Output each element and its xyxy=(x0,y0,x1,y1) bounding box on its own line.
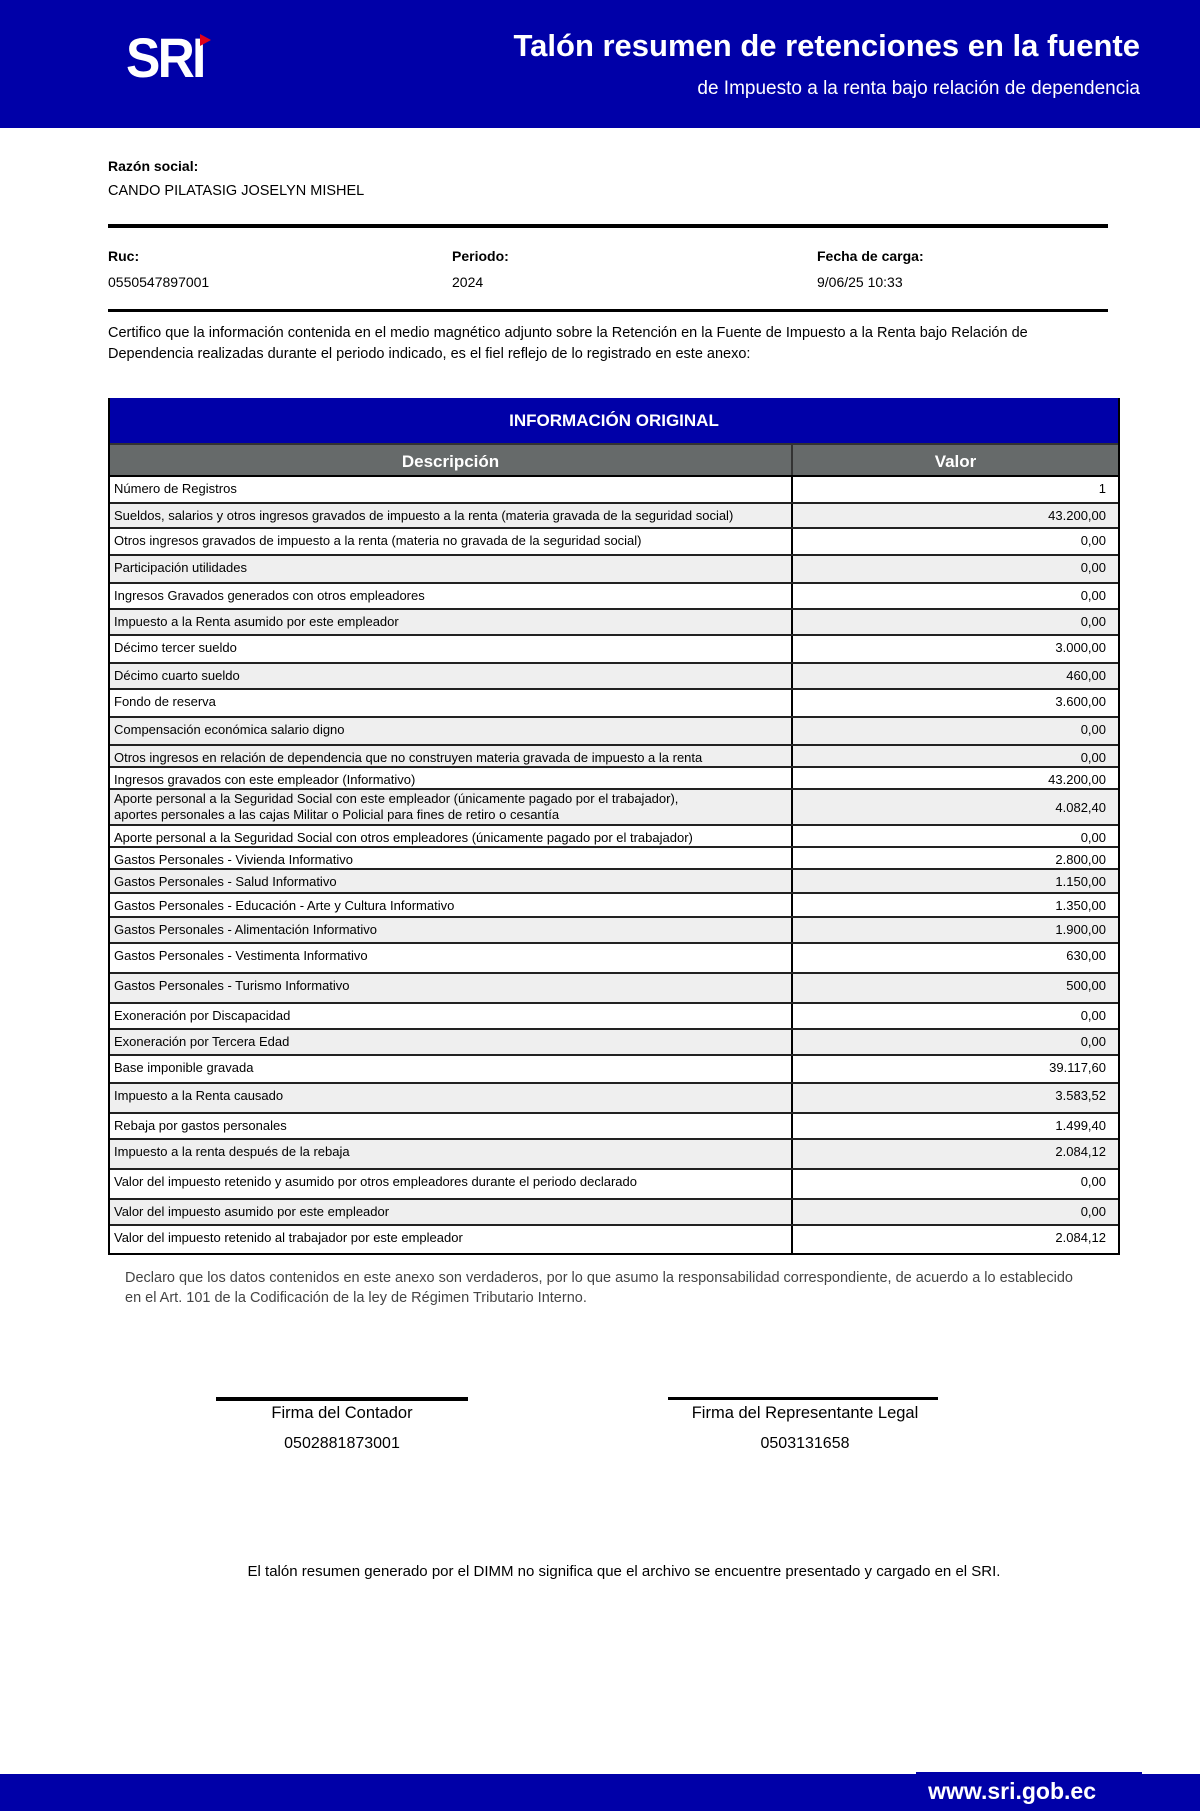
row-description xyxy=(110,556,793,582)
footer-tab xyxy=(916,1772,1142,1776)
representante-signature-line xyxy=(668,1397,938,1400)
row-description xyxy=(110,768,793,788)
column-header-descripcion: Descripción xyxy=(110,445,793,475)
row-description-text: Gastos Personales - Vivienda Informativo xyxy=(114,852,353,867)
row-description xyxy=(110,1226,793,1253)
row-description-text: Impuesto a la Renta causado xyxy=(114,1088,284,1103)
informacion-original-table xyxy=(108,398,1120,1255)
contador-signature-line xyxy=(216,1397,468,1401)
representante-id: 0503131658 xyxy=(760,1435,850,1452)
row-value: 3.600,00 xyxy=(1055,694,1106,709)
table-row xyxy=(110,746,1118,768)
row-value: 39.117,60 xyxy=(1049,1060,1106,1075)
row-description xyxy=(110,944,793,972)
representante-signature-label: Firma del Representante Legal xyxy=(691,1404,919,1422)
fecha-carga-value: 9/06/25 10:33 xyxy=(817,274,903,290)
row-description-text: Rebaja por gastos personales xyxy=(114,1118,287,1133)
table-row xyxy=(110,1226,1118,1253)
row-value: 0,00 xyxy=(1080,1204,1106,1219)
row-description-text: Décimo tercer sueldo xyxy=(114,640,237,655)
row-value: 0,00 xyxy=(1080,830,1106,845)
table-row xyxy=(110,848,1118,870)
certification-text: Certifico que la información contenida en el medio magnético adjunto sobre la Retención en la Fuente de Impuesto a la Renta bajo Relación de Dependencia realizadas durante el periodo indicado, es el fiel reflejo de lo registrado en este anexo: xyxy=(108,325,1028,362)
row-description-text: Exoneración por Discapacidad xyxy=(114,1008,291,1023)
row-description xyxy=(110,1004,793,1028)
row-value: 0,00 xyxy=(1080,614,1106,629)
row-description-text: Otros ingresos gravados de impuesto a la renta (materia no gravada de la seguridad social) xyxy=(114,533,642,548)
row-description-text: Impuesto a la renta después de la rebaja xyxy=(114,1144,350,1159)
table-row xyxy=(110,790,1118,826)
table-row xyxy=(110,1170,1118,1200)
row-description-text: Gastos Personales - Alimentación Informativo xyxy=(114,922,378,937)
row-description xyxy=(110,504,793,527)
row-description-text: Sueldos, salarios y otros ingresos gravados de impuesto a la renta (materia gravada de la seguridad social) xyxy=(114,508,734,523)
row-description xyxy=(110,1170,793,1198)
razon-social-label: Razón social: xyxy=(108,158,199,174)
row-value: 0,00 xyxy=(1080,1034,1106,1049)
table-row xyxy=(110,894,1118,918)
table-row xyxy=(110,974,1118,1004)
declaration-text: Declaro que los datos contenidos en este anexo son verdaderos, por lo que asumo la responsabilidad correspondiente, de acuerdo a lo establecido en el Art. 101 de la Codificación de la ley de Régimen Tributario Interno. xyxy=(125,1270,1073,1306)
row-value: 0,00 xyxy=(1080,1008,1106,1023)
table-row xyxy=(110,1030,1118,1056)
row-description xyxy=(110,870,793,892)
row-description xyxy=(110,636,793,662)
row-value: 0,00 xyxy=(1080,560,1106,575)
row-description xyxy=(110,584,793,608)
sri-logo-text: SRI xyxy=(126,26,204,89)
row-description-text: Número de Registros xyxy=(114,481,237,496)
row-value: 0,00 xyxy=(1080,722,1106,737)
row-description xyxy=(110,894,793,916)
row-description-text: Gastos Personales - Salud Informativo xyxy=(114,874,337,889)
row-value: 460,00 xyxy=(1066,668,1106,683)
divider-top xyxy=(108,224,1108,228)
ruc-value: 0550547897001 xyxy=(108,274,210,290)
contador-signature-label: Firma del Contador xyxy=(271,1404,413,1422)
row-description xyxy=(110,690,793,716)
row-value: 0,00 xyxy=(1080,533,1106,548)
row-description-text: Gastos Personales - Educación - Arte y Cultura Informativo xyxy=(114,898,455,913)
periodo-value: 2024 xyxy=(452,274,484,290)
row-description-text: Valor del impuesto asumido por este empleador xyxy=(114,1204,390,1219)
ruc-label: Ruc: xyxy=(108,248,140,264)
row-value: 1.900,00 xyxy=(1055,922,1106,937)
table-row xyxy=(110,870,1118,894)
row-description xyxy=(110,746,793,766)
row-description xyxy=(110,1030,793,1054)
row-value: 630,00 xyxy=(1066,948,1106,963)
row-value: 43.200,00 xyxy=(1048,508,1106,523)
row-value: 0,00 xyxy=(1080,750,1106,765)
document-title: Talón resumen de retenciones en la fuente xyxy=(513,28,1140,63)
table-row xyxy=(110,918,1118,944)
row-description-text: Valor del impuesto retenido y asumido por otros empleadores durante el periodo declarado xyxy=(114,1174,637,1189)
dimm-note: El talón resumen generado por el DIMM no significa que el archivo se encuentre presentado y cargado en el SRI. xyxy=(247,1563,1001,1580)
row-description xyxy=(110,477,793,502)
row-description xyxy=(110,718,793,744)
row-description-text: Exoneración por Tercera Edad xyxy=(114,1034,290,1049)
row-description xyxy=(110,1200,793,1224)
table-row xyxy=(110,1114,1118,1140)
row-value: 4.082,40 xyxy=(1055,800,1106,815)
table-row xyxy=(110,826,1118,848)
row-value: 43.200,00 xyxy=(1048,772,1106,787)
row-description-text: Décimo cuarto sueldo xyxy=(114,668,240,683)
row-description xyxy=(110,664,793,688)
razon-social-value: CANDO PILATASIG JOSELYN MISHEL xyxy=(108,183,365,199)
divider-middle xyxy=(108,309,1108,312)
row-description xyxy=(110,1140,793,1168)
row-description xyxy=(110,826,793,846)
table-row xyxy=(110,1200,1118,1226)
row-description xyxy=(110,529,793,554)
row-value: 1.150,00 xyxy=(1055,874,1106,889)
row-description-text: Participación utilidades xyxy=(114,560,247,575)
table-row xyxy=(110,584,1118,610)
row-description xyxy=(110,918,793,942)
row-description xyxy=(110,848,793,868)
row-value: 3.583,52 xyxy=(1055,1088,1106,1103)
row-description-text: Aporte personal a la Seguridad Social con este empleador (únicamente pagado por el trabajador), xyxy=(114,791,679,806)
row-value: 1 xyxy=(1098,481,1106,496)
table-header-row xyxy=(110,443,1118,477)
row-description-text: Otros ingresos en relación de dependencia que no construyen materia gravada de impuesto a la renta xyxy=(114,750,703,765)
row-value: 2.800,00 xyxy=(1055,852,1106,867)
row-description-text: Compensación económica salario digno xyxy=(114,722,345,737)
table-row xyxy=(110,610,1118,636)
flag-icon xyxy=(200,34,211,46)
row-description-text: Valor del impuesto retenido al trabajador por este empleador xyxy=(114,1230,463,1245)
row-value: 500,00 xyxy=(1066,978,1106,993)
row-description-text: Gastos Personales - Vestimenta Informativo xyxy=(114,948,368,963)
table-row xyxy=(110,556,1118,584)
row-description xyxy=(110,974,793,1002)
website-link[interactable]: www.sri.gob.ec xyxy=(928,1778,1096,1804)
row-description xyxy=(110,790,793,824)
table-row xyxy=(110,504,1118,529)
table-row xyxy=(110,718,1118,746)
table-row xyxy=(110,477,1118,504)
row-description-text: Gastos Personales - Turismo Informativo xyxy=(114,978,350,993)
row-value: 0,00 xyxy=(1080,588,1106,603)
row-description-text-line2: aportes personales a las cajas Militar o Policial para fines de retiro o cesantía xyxy=(114,807,560,822)
table-row xyxy=(110,768,1118,790)
periodo-label: Periodo: xyxy=(452,248,509,264)
sri-logo xyxy=(126,26,216,89)
row-description-text: Fondo de reserva xyxy=(114,694,216,709)
row-description-text: Aporte personal a la Seguridad Social con otros empleadores (únicamente pagado por el trabajador) xyxy=(114,830,693,845)
row-value: 3.000,00 xyxy=(1055,640,1106,655)
row-description-text: Ingresos gravados con este empleador (Informativo) xyxy=(114,772,416,787)
contador-id: 0502881873001 xyxy=(284,1435,400,1452)
page-header xyxy=(0,0,1200,128)
fecha-carga-label: Fecha de carga: xyxy=(817,248,924,264)
row-value: 0,00 xyxy=(1080,1174,1106,1189)
row-description xyxy=(110,1084,793,1112)
table-row xyxy=(110,1056,1118,1084)
row-description-text: Impuesto a la Renta asumido por este empleador xyxy=(114,614,399,629)
table-row xyxy=(110,690,1118,718)
row-description xyxy=(110,1114,793,1138)
row-description xyxy=(110,1056,793,1082)
table-row xyxy=(110,636,1118,664)
row-value: 1.350,00 xyxy=(1055,898,1106,913)
table-row xyxy=(110,1084,1118,1114)
table-row xyxy=(110,664,1118,690)
column-header-valor: Valor xyxy=(934,452,977,471)
document-subtitle: de Impuesto a la renta bajo relación de dependencia xyxy=(697,78,1140,99)
row-description xyxy=(110,610,793,634)
table-row xyxy=(110,1140,1118,1170)
row-value: 2.084,12 xyxy=(1055,1230,1106,1245)
table-row xyxy=(110,1004,1118,1030)
table-row xyxy=(110,529,1118,556)
table-row xyxy=(110,944,1118,974)
row-description-text: Ingresos Gravados generados con otros empleadores xyxy=(114,588,425,603)
row-value: 1.499,40 xyxy=(1055,1118,1106,1133)
row-value: 2.084,12 xyxy=(1055,1144,1106,1159)
table-title: INFORMACIÓN ORIGINAL xyxy=(110,398,1118,443)
row-description-text: Base imponible gravada xyxy=(114,1060,254,1075)
